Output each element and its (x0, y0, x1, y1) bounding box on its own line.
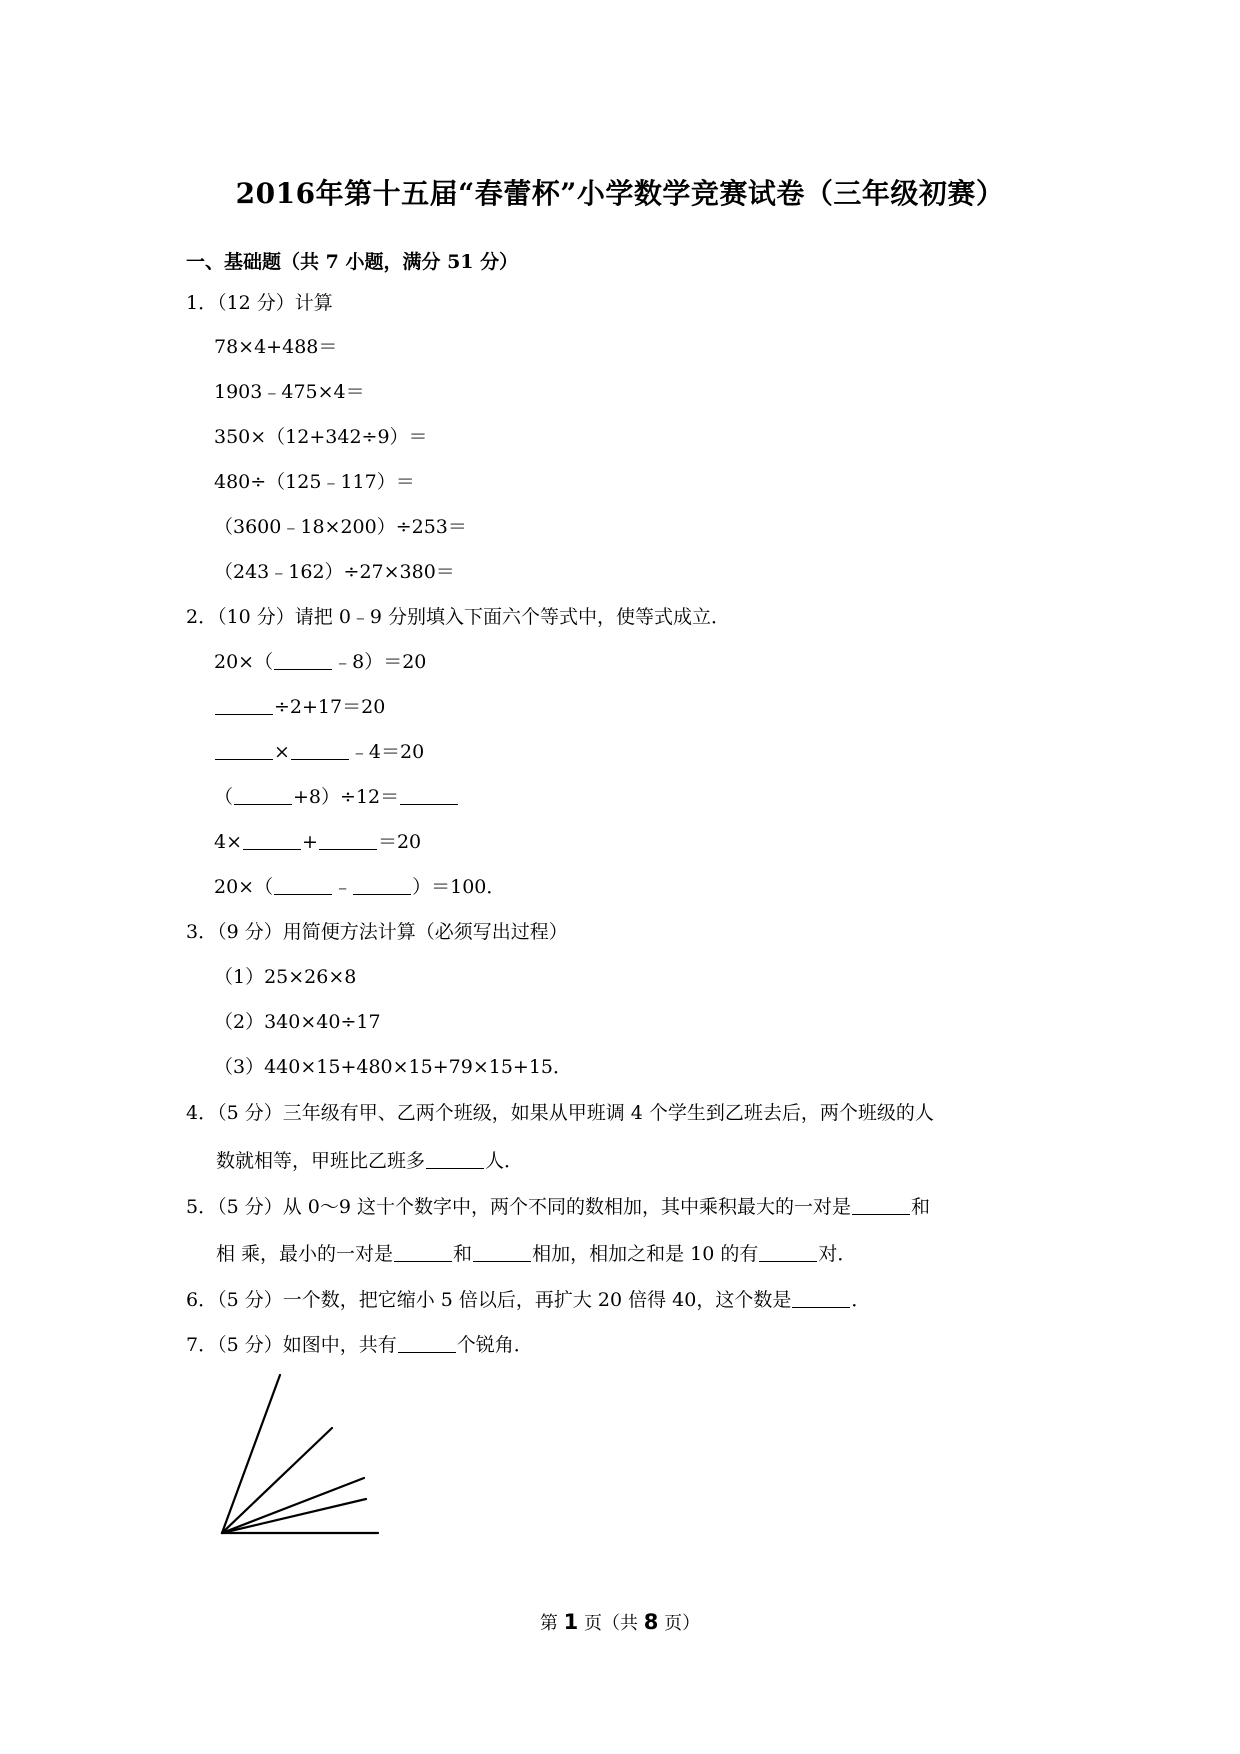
q1-item: 480÷（125﹣117）＝ (214, 471, 415, 493)
q1-item: 78×4+488＝ (214, 336, 338, 358)
question-6: 6．（5 分）一个数，把它缩小 5 倍以后，再扩大 20 倍得 40，这个数是 ． (186, 1289, 871, 1311)
q1-item: 350×（12+342÷9）＝ (214, 426, 428, 448)
answer-blank[interactable] (394, 1260, 452, 1262)
answer-blank[interactable] (274, 668, 332, 670)
question-4-line-2: 数就相等，甲班比乙班多 人． (216, 1150, 524, 1172)
answer-blank[interactable] (234, 803, 292, 805)
answer-blank[interactable] (319, 848, 377, 850)
total-pages: 8 (643, 1610, 659, 1634)
q1-item: （243﹣162）÷27×380＝ (214, 561, 455, 583)
page-number: 1 (563, 1610, 579, 1634)
q1-item: （3600﹣18×200）÷253＝ (214, 516, 467, 538)
q2-equation-3: × ﹣4＝20 (214, 739, 424, 765)
question-7: 7．（5 分）如图中，共有 个锐角． (186, 1334, 533, 1356)
question-2-heading: 2．（10 分）请把 0﹣9 分别填入下面六个等式中，使等式成立． (186, 606, 731, 628)
answer-blank[interactable] (243, 848, 301, 850)
answer-blank[interactable] (274, 893, 332, 895)
answer-blank[interactable] (398, 1351, 456, 1353)
answer-blank[interactable] (400, 803, 458, 805)
answer-blank[interactable] (291, 758, 349, 760)
answer-blank[interactable] (215, 758, 273, 760)
question-1-heading: 1．（12 分）计算 (186, 292, 333, 314)
question-5-line-2: 相 乘，最小的一对是 和 相加，相加之和是 10 的有 对． (216, 1243, 857, 1265)
q2-equation-5: 4× + ＝20 (214, 831, 422, 853)
ray-1 (222, 1375, 280, 1533)
question-4-line-1: 4．（5 分）三年级有甲、乙两个班级，如果从甲班调 4 个学生到乙班去后，两个班级的人 (186, 1102, 934, 1124)
page-footer: 第 1 页（共 8 页） (539, 1610, 701, 1634)
angle-rays-figure (218, 1373, 388, 1543)
answer-blank[interactable] (473, 1260, 531, 1262)
ray-2 (222, 1428, 332, 1533)
page-title: 2016年第十五届“春蕾杯”小学数学竞赛试卷（三年级初赛） (235, 177, 1005, 210)
answer-blank[interactable] (353, 893, 411, 895)
q2-equation-4: （ +8）÷12＝ (214, 784, 459, 810)
q2-equation-2: ÷2+17＝20 (214, 694, 385, 720)
answer-blank[interactable] (852, 1213, 910, 1215)
answer-blank[interactable] (792, 1306, 850, 1308)
question-5-line-1: 5．（5 分）从 0～9 这十个数字中，两个不同的数相加，其中乘积最大的一对是 和 (186, 1196, 930, 1218)
q3-item: （3）440×15+480×15+79×15+15． (214, 1056, 573, 1078)
q3-item: （1）25×26×8 (214, 966, 357, 988)
q1-item: 1903﹣475×4＝ (214, 381, 365, 403)
answer-blank[interactable] (426, 1167, 484, 1169)
q3-item: （2）340×40÷17 (214, 1011, 381, 1033)
answer-blank[interactable] (759, 1260, 817, 1262)
question-3-heading: 3．（9 分）用简便方法计算（必须写出过程） (186, 921, 568, 943)
section-heading: 一、基础题（共 7 小题，满分 51 分） (186, 251, 519, 273)
q2-equation-6: 20×（ ﹣ ）＝100． (214, 876, 506, 898)
answer-blank[interactable] (215, 713, 273, 715)
q2-equation-1: 20×（ ﹣8）＝20 (214, 651, 427, 673)
